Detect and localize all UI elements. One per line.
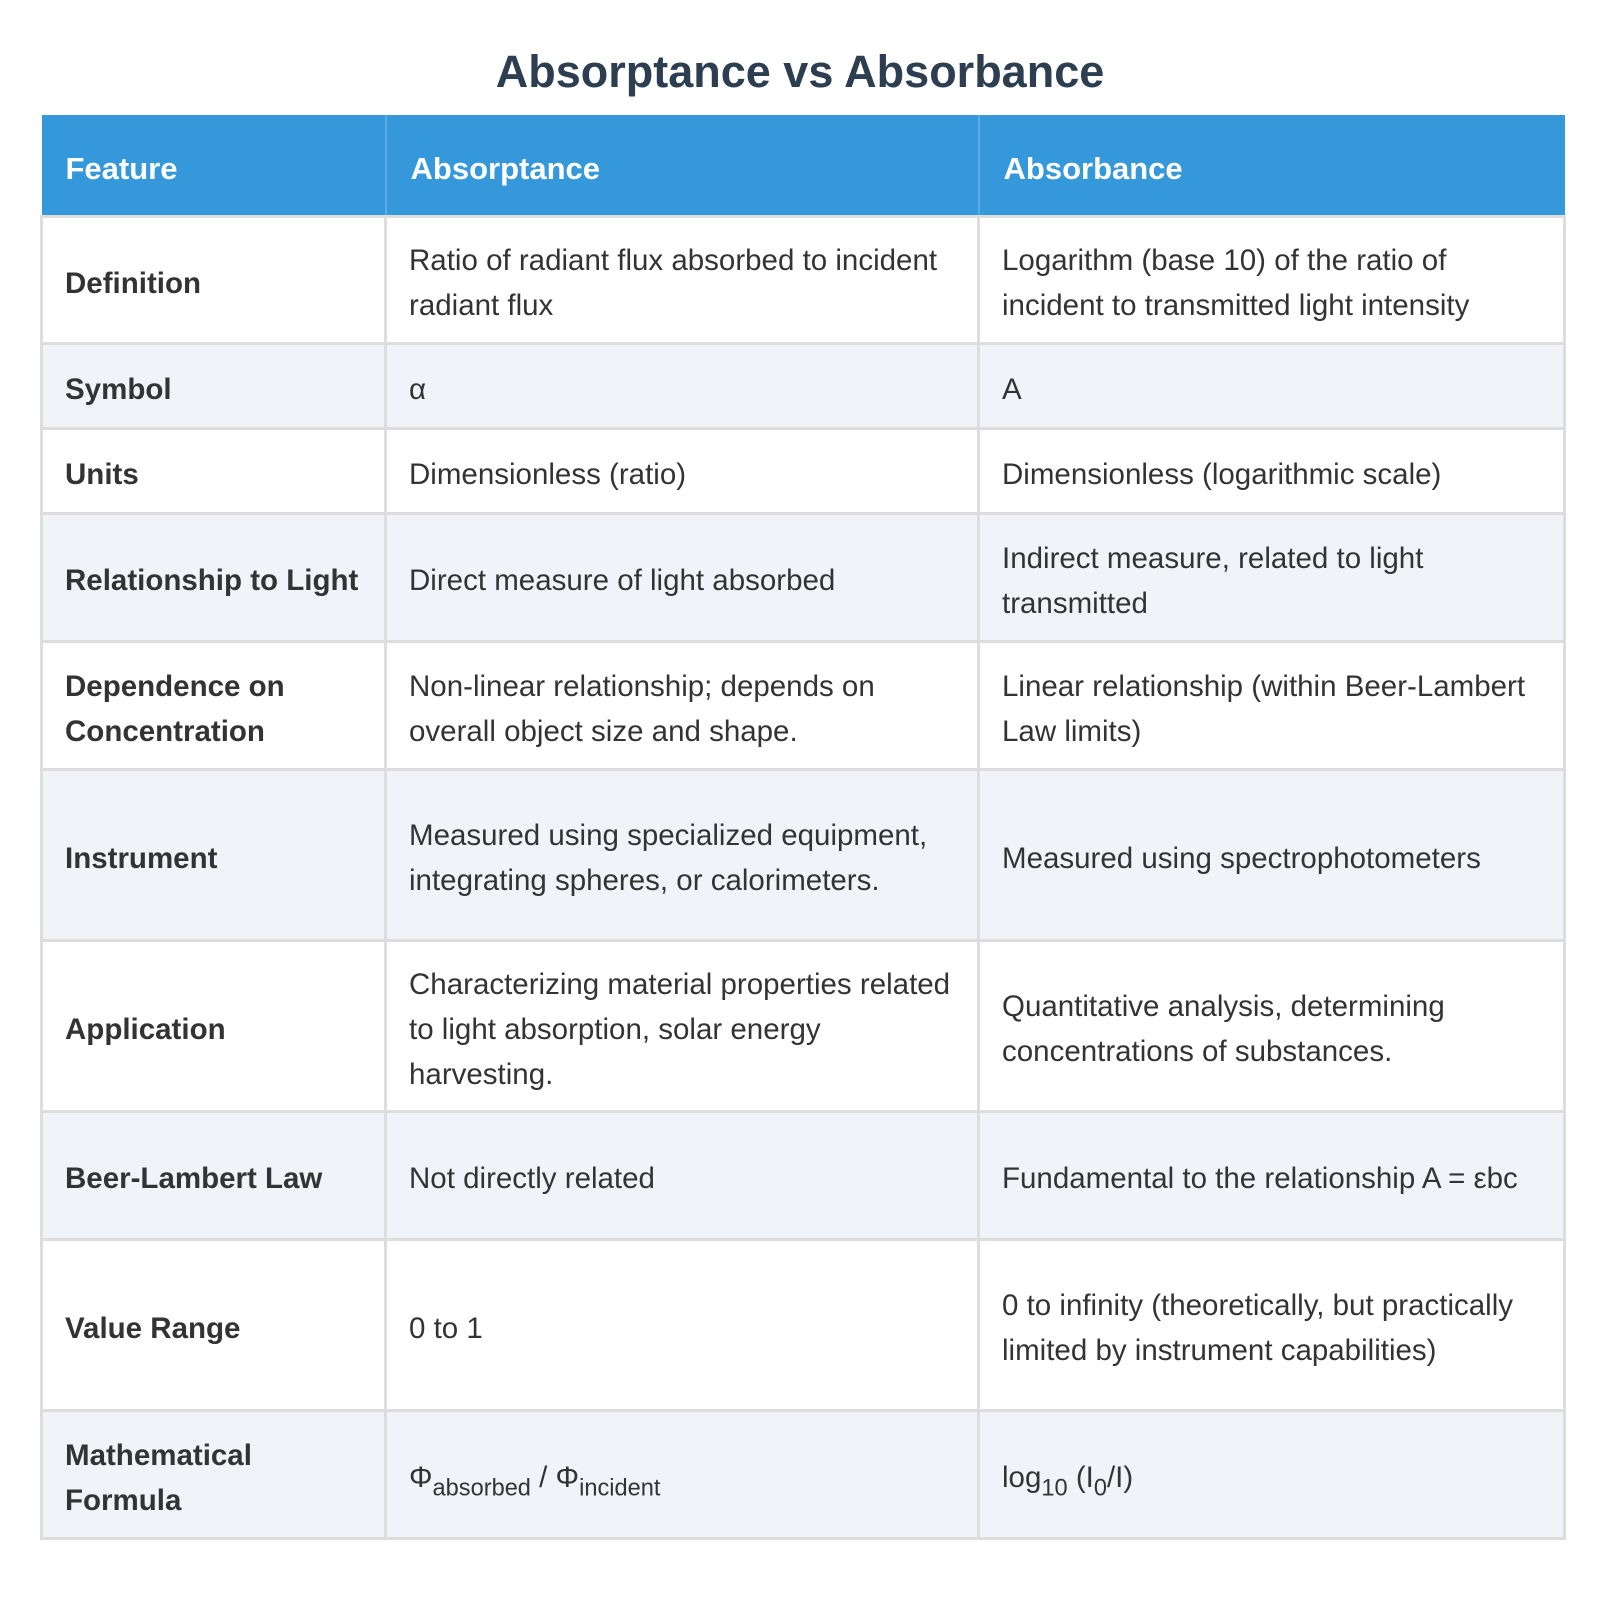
page-title: Absorptance vs Absorbance: [495, 46, 1105, 97]
table-row: [42, 217, 1565, 344]
formula-divider: /: [530, 1461, 556, 1494]
row-feature-cell: Value Range: [42, 1240, 386, 1411]
table-row: [42, 1411, 1565, 1539]
subscript-log-base: 10: [1041, 1475, 1068, 1502]
row-absorbance-cell: 0 to infinity (theoretically, but practically limited by instrument capabilities): [979, 1240, 1565, 1411]
header-absorptance: Absorptance: [386, 115, 979, 217]
row-absorbance-cell: Logarithm (base 10) of the ratio of incident to transmitted light intensity: [979, 217, 1565, 344]
row-absorbance-cell: Linear relationship (within Beer-Lambert Law limits): [979, 642, 1565, 770]
absorbance-formula-cell: [979, 1411, 1565, 1539]
row-absorptance-cell: Non-linear relationship; depends on overall object size and shape.: [386, 642, 979, 770]
row-absorptance-cell: Characterizing material properties related to light absorption, solar energy harvesting.: [386, 941, 979, 1112]
phi-symbol: Φ: [555, 1461, 580, 1494]
row-absorbance-cell: Quantitative analysis, determining concentrations of substances.: [979, 941, 1565, 1112]
formula-open: (I: [1067, 1461, 1094, 1494]
row-absorbance-cell: Indirect measure, related to light transmitted: [979, 514, 1565, 642]
row-feature-cell: Symbol: [42, 344, 386, 429]
row-feature-cell: Definition: [42, 217, 386, 344]
row-feature-cell: Application: [42, 941, 386, 1112]
table-row: [42, 941, 1565, 1112]
row-feature-cell: Relationship to Light: [42, 514, 386, 642]
row-feature-cell: Mathematical Formula: [42, 1411, 386, 1539]
row-absorptance-cell: Measured using specialized equipment, integrating spheres, or calorimeters.: [386, 770, 979, 941]
header-feature: Feature: [42, 115, 386, 217]
formula-close: /I): [1106, 1461, 1134, 1494]
row-feature-cell: Beer-Lambert Law: [42, 1112, 386, 1240]
table-row: [42, 429, 1565, 514]
table-row: [42, 1112, 1565, 1240]
row-absorbance-cell: Measured using spectrophotometers: [979, 770, 1565, 941]
table-row: [42, 344, 1565, 429]
row-absorbance-cell: Dimensionless (logarithmic scale): [979, 429, 1565, 514]
row-absorbance-cell: Fundamental to the relationship A = εbc: [979, 1112, 1565, 1240]
table-row: [42, 1240, 1565, 1411]
row-absorptance-cell: Ratio of radiant flux absorbed to incident radiant flux: [386, 217, 979, 344]
row-absorptance-cell: 0 to 1: [386, 1240, 979, 1411]
row-absorptance-cell: Dimensionless (ratio): [386, 429, 979, 514]
log-text: log: [1002, 1461, 1042, 1494]
subscript-absorbed: absorbed: [432, 1475, 531, 1502]
subscript-incident: incident: [579, 1475, 661, 1502]
row-feature-cell: Dependence on Concentration: [42, 642, 386, 770]
subscript-i-zero: 0: [1093, 1475, 1107, 1502]
row-absorptance-cell: Direct measure of light absorbed: [386, 514, 979, 642]
table-row: [42, 514, 1565, 642]
table-row: [42, 770, 1565, 941]
absorptance-formula-cell: [386, 1411, 979, 1539]
row-feature-cell: Instrument: [42, 770, 386, 941]
row-feature-cell: Units: [42, 429, 386, 514]
header-absorbance: Absorbance: [979, 115, 1565, 217]
table-row: [42, 642, 1565, 770]
table-header-row: [42, 115, 1565, 217]
phi-symbol: Φ: [409, 1461, 433, 1494]
row-absorptance-cell: α: [386, 344, 979, 429]
row-absorptance-cell: Not directly related: [386, 1112, 979, 1240]
comparison-table: [40, 115, 1566, 1540]
row-absorbance-cell: A: [979, 344, 1565, 429]
